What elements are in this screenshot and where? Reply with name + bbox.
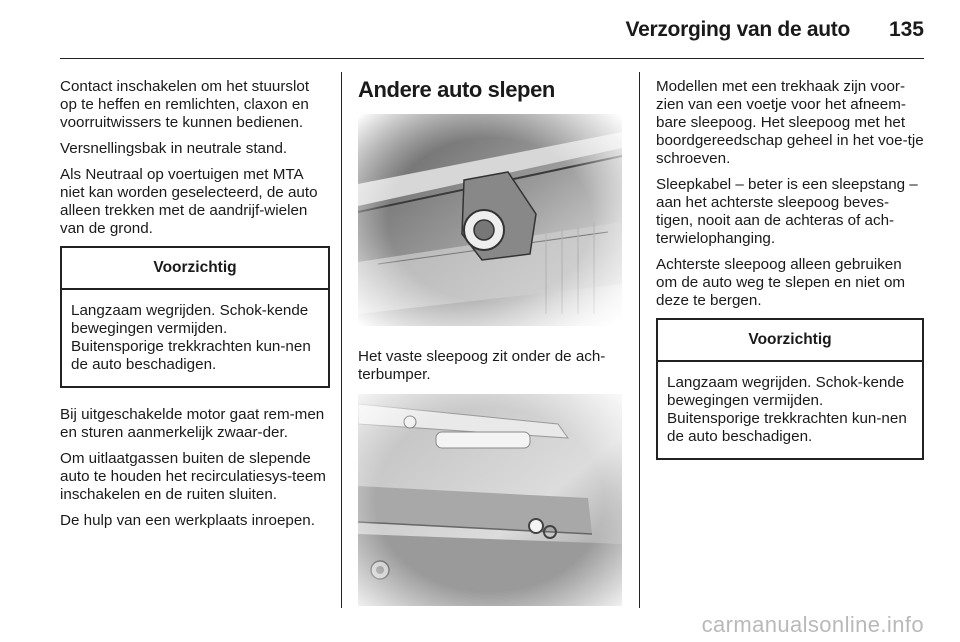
caution-heading: Voorzichtig	[62, 248, 328, 290]
paragraph: De hulp van een werkplaats inroepen.	[60, 512, 315, 529]
paragraph: Bij uitgeschakelde motor gaat rem-men en sturen aanmerkelijk zwaar-der.	[60, 406, 325, 441]
caution-box	[656, 318, 924, 460]
column-divider-left	[341, 72, 342, 608]
paragraph: Versnellingsbak in neutrale stand.	[60, 140, 288, 157]
caution-text: Langzaam wegrijden. Schok-kende bewegingen vermijden. Buitensporige trekkrachten kun-nen de auto beschadigen.	[667, 374, 907, 445]
caution-box	[60, 246, 330, 388]
header-title: Verzorging van de auto	[625, 18, 850, 41]
paragraph: Als Neutraal op voertuigen met MTA niet kan worden geselecteerd, de auto alleen trekken met de aandrijf-wielen van de grond.	[60, 166, 318, 237]
header-rule	[60, 58, 924, 59]
tow-eye-under-bumper-illustration	[358, 114, 622, 326]
paragraph: Contact inschakelen om het stuurslot op te heffen en remlichten, claxon en voorruitwissers te kunnen bedienen.	[60, 78, 310, 131]
column-divider-right	[639, 72, 640, 608]
paragraph: Sleepkabel – beter is een sleepstang – aan het achterste sleepoog beves-tigen, nooit aan de achteras of ach-terwielophanging.	[656, 176, 918, 247]
page-number: 135	[888, 18, 924, 41]
section-title: Andere auto slepen	[358, 77, 555, 102]
caution-heading: Voorzichtig	[658, 320, 922, 362]
illustration-caption: Het vaste sleepoog zit onder de ach-terbumper.	[358, 348, 606, 383]
rear-bumper-tow-eye-illustration	[358, 394, 622, 606]
paragraph: Modellen met een trekhaak zijn voor-zien van een voetje voor het afneem-bare sleepoog. Het sleepoog met het boordgereedschap geheel in het voe-tje schroeven.	[656, 78, 924, 167]
column-right	[656, 78, 924, 478]
column-left	[60, 78, 330, 538]
column-middle	[358, 78, 624, 606]
caution-text: Langzaam wegrijden. Schok-kende bewegingen vermijden. Buitensporige trekkrachten kun-nen de auto beschadigen.	[71, 302, 311, 373]
watermark: carmanualsonline.info	[701, 612, 924, 637]
paragraph: Om uitlaatgassen buiten de slepende auto te houden het recirculatiesys-teem inschakelen en de ruiten sluiten.	[60, 450, 326, 503]
paragraph: Achterste sleepoog alleen gebruiken om de auto weg te slepen en niet om deze te bergen.	[656, 256, 906, 309]
